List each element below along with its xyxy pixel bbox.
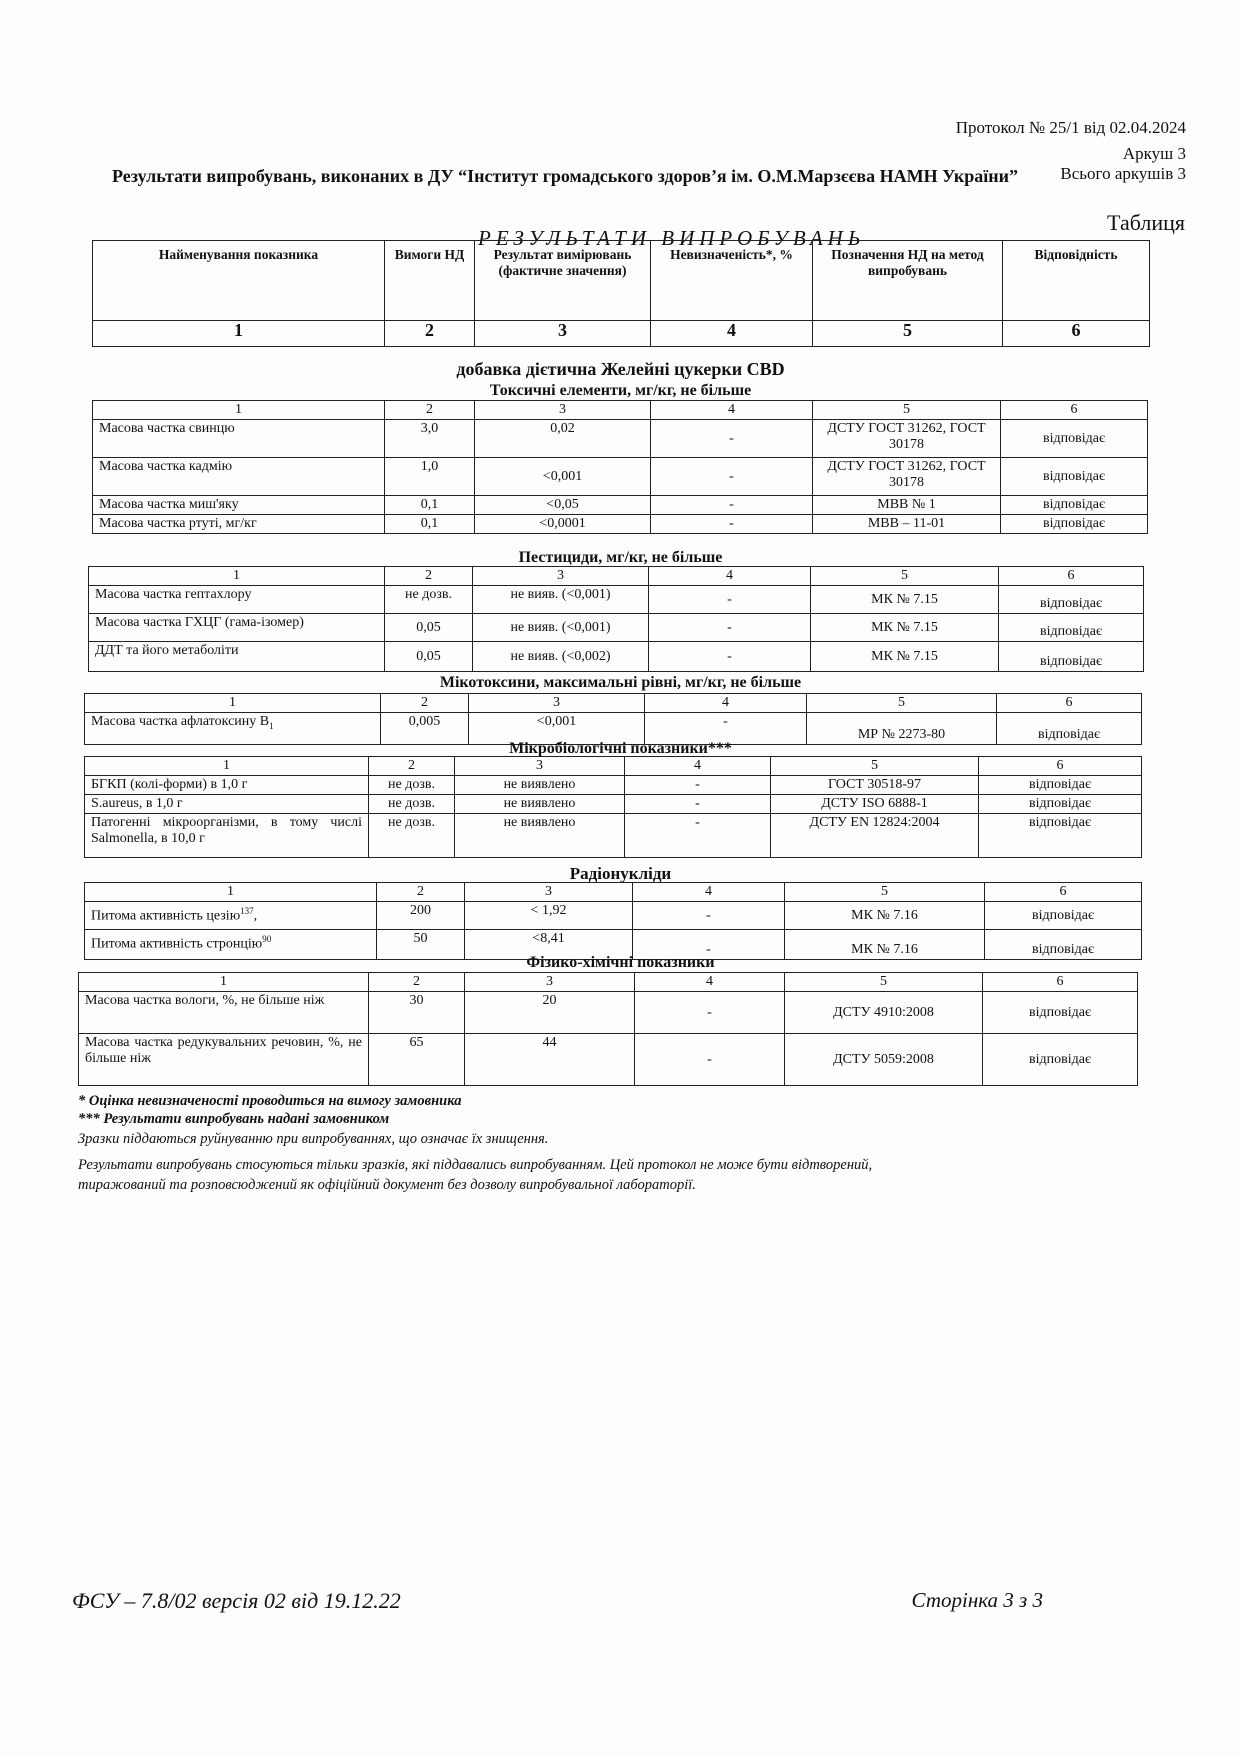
footnote-customer-results: *** Результати випробувань надані замовником (78, 1111, 390, 1127)
result: 0,02 (475, 420, 651, 458)
indicator-name: Масова частка ГХЦГ (гама-ізомер) (89, 614, 385, 642)
table-row (93, 515, 1148, 534)
uncertainty: - (635, 1034, 785, 1086)
col-number: 4 (645, 694, 807, 713)
indicator-name-tail: , (253, 908, 258, 924)
table-row (93, 496, 1148, 515)
table-row (93, 458, 1148, 496)
method: МК № 7.16 (785, 902, 985, 930)
indicator-name: Масова частка редукувальних речовин, %, не більше ніж (79, 1034, 369, 1086)
footnote-reproduction-line1: Результати випробувань стосуються тільки зразків, які піддавались випробуванням. Цей протокол не може бути відтворений, (78, 1157, 873, 1173)
col-number: 1 (85, 883, 377, 902)
col-number: 4 (625, 757, 771, 776)
method: ДСТУ ГОСТ 31262, ГОСТ 30178 (813, 458, 1001, 496)
compliance: відповідає (985, 930, 1142, 960)
col-number: 5 (813, 321, 1003, 347)
indicator-name: Масова частка свинцю (93, 420, 385, 458)
col-number: 1 (93, 321, 385, 347)
col-header-result: Результат вимірювань (фактичне значення) (475, 241, 651, 321)
col-number: 6 (997, 694, 1142, 713)
section-title-physchem: Фізико-хімічні показники (526, 954, 715, 971)
sheet-number: Аркуш 3 (1122, 144, 1186, 163)
indicator-name-text: Масова частка афлатоксину B (91, 714, 270, 729)
result: не виявлено (455, 776, 625, 795)
table-row (79, 992, 1138, 1034)
method: МР № 2273-80 (807, 713, 997, 745)
section-title-micro: Мікробіологічні показники*** (509, 740, 732, 757)
uncertainty: - (651, 496, 813, 515)
uncertainty: - (651, 420, 813, 458)
col-number: 2 (381, 694, 469, 713)
col-number: 2 (369, 973, 465, 992)
result: не виявлено (455, 814, 625, 858)
requirement: 200 (377, 902, 465, 930)
section-title-toxic: Токсичні елементи, мг/кг, не більше (489, 382, 752, 399)
results-header-table (92, 240, 1150, 347)
section-title-pesticides: Пестициди, мг/кг, не більше (518, 549, 723, 566)
method: ДСТУ 5059:2008 (785, 1034, 983, 1086)
compliance: відповідає (999, 642, 1144, 672)
compliance: відповідає (1001, 458, 1148, 496)
indicator-name-text: Питома активність цезію (91, 908, 241, 924)
indicator-name: БГКП (колі-форми) в 1,0 г (85, 776, 369, 795)
uncertainty: - (625, 776, 771, 795)
col-number: 6 (979, 757, 1142, 776)
compliance: відповідає (997, 713, 1142, 745)
col-number: 4 (649, 567, 811, 586)
requirement: не дозв. (369, 776, 455, 795)
method: МВВ № 1 (813, 496, 1001, 515)
compliance: відповідає (1001, 515, 1148, 534)
col-number: 5 (811, 567, 999, 586)
compliance: відповідає (983, 1034, 1138, 1086)
indicator-name: ДДТ та його метаболіти (89, 642, 385, 672)
section-title-mycotoxins: Мікотоксини, максимальні рівні, мг/кг, не більше (439, 674, 802, 691)
result: <0,001 (475, 458, 651, 496)
method: ДСТУ EN 12824:2004 (771, 814, 979, 858)
subscript: 1 (269, 720, 274, 731)
indicator-name: Масова частка миш'яку (93, 496, 385, 515)
table-mycotoxins (84, 693, 1142, 745)
result: <0,0001 (475, 515, 651, 534)
indicator-name (85, 902, 377, 930)
total-sheets: Всього аркушів 3 (1060, 164, 1186, 183)
col-number: 2 (369, 757, 455, 776)
table-row (85, 795, 1142, 814)
uncertainty: - (649, 614, 811, 642)
method: МК № 7.15 (811, 586, 999, 614)
requirement: 0,05 (385, 642, 473, 672)
footnote-uncertainty: * Оцінка невизначеності проводиться на вимогу замовника (78, 1093, 462, 1109)
superscript: 137 (240, 906, 254, 916)
col-header-compliance: Відповідність (1003, 241, 1150, 321)
table-row (89, 586, 1144, 614)
results-caption: РЕЗУЛЬТАТИ ВИПРОБУВАНЬ (478, 226, 866, 250)
compliance: відповідає (979, 795, 1142, 814)
uncertainty: - (645, 713, 807, 745)
result: 20 (465, 992, 635, 1034)
table-row (93, 420, 1148, 458)
indicator-name: Масова частка ртуті, мг/кг (93, 515, 385, 534)
superscript: 90 (262, 934, 272, 944)
method: МК № 7.15 (811, 614, 999, 642)
col-number: 6 (1003, 321, 1150, 347)
result: не вияв. (<0,001) (473, 614, 649, 642)
indicator-name-text: Питома активність стронцію (91, 936, 263, 952)
col-header-name: Найменування показника (93, 241, 385, 321)
requirement: 50 (377, 930, 465, 960)
compliance: відповідає (985, 902, 1142, 930)
section-title-radio: Радіонукліди (569, 864, 672, 883)
table-row (79, 1034, 1138, 1086)
uncertainty: - (635, 992, 785, 1034)
col-number: 2 (385, 401, 475, 420)
uncertainty: - (651, 515, 813, 534)
col-header-requirements: Вимоги НД (385, 241, 475, 321)
protocol-number: Протокол № 25/1 від 02.04.2024 (955, 118, 1186, 137)
method: ДСТУ 4910:2008 (785, 992, 983, 1034)
uncertainty: - (633, 930, 785, 960)
table-row (85, 814, 1142, 858)
method: МК № 7.15 (811, 642, 999, 672)
col-number: 3 (475, 401, 651, 420)
footnote-reproduction-line2: тиражований та розповсюджений як офіційний документ без дозволу випробувальної лабораторії. (78, 1177, 696, 1193)
compliance: відповідає (1001, 496, 1148, 515)
col-number: 6 (983, 973, 1138, 992)
col-number: 2 (377, 883, 465, 902)
table-physchem (78, 972, 1138, 1086)
uncertainty: - (625, 814, 771, 858)
table-pesticides (88, 566, 1144, 672)
col-number: 4 (635, 973, 785, 992)
method: МВВ – 11-01 (813, 515, 1001, 534)
result: не вияв. (<0,001) (473, 586, 649, 614)
col-number: 5 (785, 973, 983, 992)
indicator-name: Масова частка гептахлору (89, 586, 385, 614)
col-number: 5 (785, 883, 985, 902)
result: не виявлено (455, 795, 625, 814)
table-row (89, 614, 1144, 642)
requirement: 0,005 (381, 713, 469, 745)
requirement: 3,0 (385, 420, 475, 458)
indicator-name: S.aureus, в 1,0 г (85, 795, 369, 814)
method: МК № 7.16 (785, 930, 985, 960)
requirement: не дозв. (369, 795, 455, 814)
uncertainty: - (633, 902, 785, 930)
col-header-method: Позначення НД на метод випробувань (813, 241, 1003, 321)
col-number: 4 (633, 883, 785, 902)
col-number: 4 (651, 321, 813, 347)
col-number: 1 (79, 973, 369, 992)
col-number: 5 (813, 401, 1001, 420)
method: ДСТУ ISO 6888-1 (771, 795, 979, 814)
requirement: 0,1 (385, 496, 475, 515)
col-number: 3 (475, 321, 651, 347)
footnote-samples-destroyed: Зразки піддаються руйнуванню при випробуваннях, що означає їх знищення. (78, 1131, 549, 1147)
requirement: 0,1 (385, 515, 475, 534)
result: не вияв. (<0,002) (473, 642, 649, 672)
result: <0,001 (469, 713, 645, 745)
col-number: 5 (771, 757, 979, 776)
col-number: 1 (93, 401, 385, 420)
col-number: 4 (651, 401, 813, 420)
result: 44 (465, 1034, 635, 1086)
col-header-uncertainty: Невизначеність*, % (651, 241, 813, 321)
product-name: добавка дієтична Желейні цукерки CBD (456, 359, 785, 379)
table-toxic (92, 400, 1148, 534)
form-version: ФСУ – 7.8/02 версія 02 від 19.12.22 (72, 1588, 401, 1613)
table-row (85, 776, 1142, 795)
col-number: 3 (455, 757, 625, 776)
table-label: Таблиця (1107, 210, 1185, 235)
compliance: відповідає (999, 614, 1144, 642)
table-micro (84, 756, 1142, 858)
requirement: 65 (369, 1034, 465, 1086)
col-number: 6 (985, 883, 1142, 902)
table-row (89, 642, 1144, 672)
col-number: 3 (473, 567, 649, 586)
compliance: відповідає (999, 586, 1144, 614)
requirement: 1,0 (385, 458, 475, 496)
col-number: 6 (1001, 401, 1148, 420)
requirement: 0,05 (385, 614, 473, 642)
col-number: 3 (465, 973, 635, 992)
uncertainty: - (625, 795, 771, 814)
method: ДСТУ ГОСТ 31262, ГОСТ 30178 (813, 420, 1001, 458)
result: <0,05 (475, 496, 651, 515)
uncertainty: - (649, 642, 811, 672)
col-number: 6 (999, 567, 1144, 586)
col-number: 2 (385, 321, 475, 347)
col-number: 5 (807, 694, 997, 713)
compliance: відповідає (983, 992, 1138, 1034)
page-number: Сторінка 3 з 3 (911, 1588, 1043, 1612)
col-number: 1 (85, 694, 381, 713)
compliance: відповідає (1001, 420, 1148, 458)
table-radio (84, 882, 1142, 960)
page-title: Результати випробувань, виконаних в ДУ “Інститут громадського здоров’я ім. О.М.Марзєєва НАМН України” (112, 166, 1019, 186)
col-number: 1 (89, 567, 385, 586)
requirement: не дозв. (369, 814, 455, 858)
uncertainty: - (649, 586, 811, 614)
requirement: 30 (369, 992, 465, 1034)
result: <8,41 (465, 930, 633, 960)
requirement: не дозв. (385, 586, 473, 614)
compliance: відповідає (979, 814, 1142, 858)
method: ГОСТ 30518-97 (771, 776, 979, 795)
uncertainty: - (651, 458, 813, 496)
table-row (85, 902, 1142, 930)
result: < 1,92 (465, 902, 633, 930)
col-number: 3 (469, 694, 645, 713)
col-number: 2 (385, 567, 473, 586)
indicator-name: Масова частка вологи, %, не більше ніж (79, 992, 369, 1034)
col-number: 1 (85, 757, 369, 776)
indicator-name: Патогенні мікроорганізми, в тому числі Salmonella, в 10,0 г (85, 814, 369, 858)
col-number: 3 (465, 883, 633, 902)
indicator-name: Масова частка кадмію (93, 458, 385, 496)
compliance: відповідає (979, 776, 1142, 795)
